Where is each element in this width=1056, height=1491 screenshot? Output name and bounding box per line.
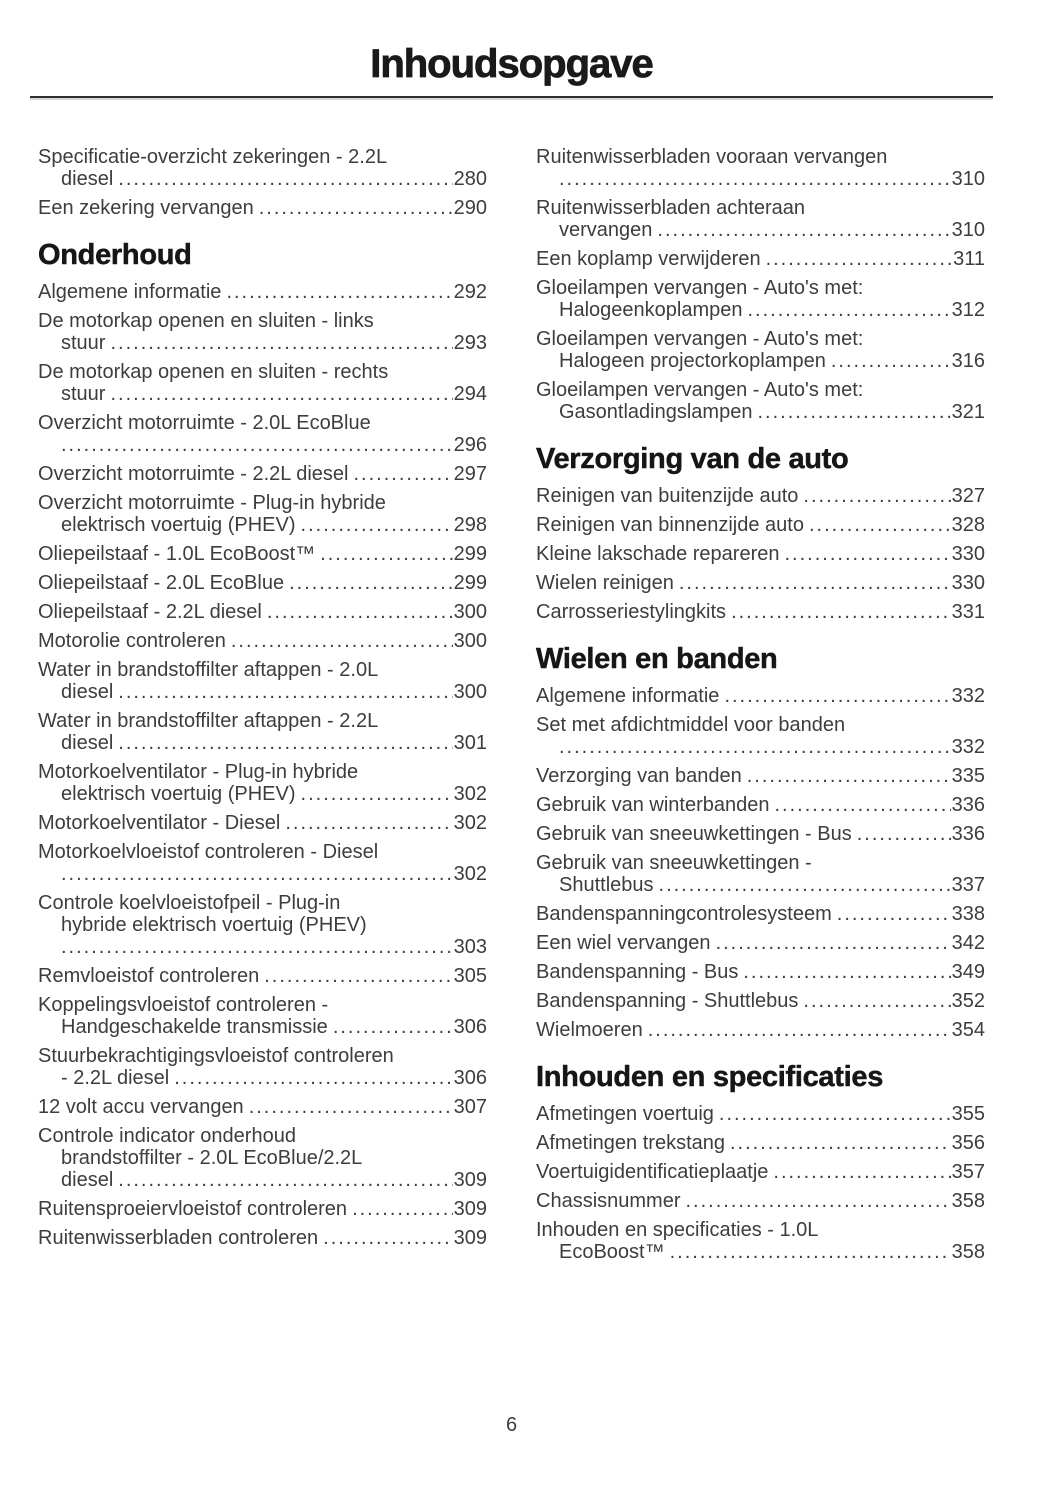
toc-entry-page-number: 309 (453, 1198, 487, 1220)
dot-leader (747, 299, 950, 321)
dot-leader (857, 823, 951, 845)
toc-entry-leader-line (38, 1067, 487, 1089)
toc-entry (38, 572, 487, 594)
toc-entry-label: Een koplamp verwijderen (536, 248, 761, 270)
dot-leader (766, 248, 953, 270)
toc-entry-page-number: 332 (951, 685, 985, 707)
toc-entry (38, 197, 487, 219)
toc-entry-label: Oliepeilstaaf - 1.0L EcoBoost™ (38, 543, 316, 565)
toc-entry-label: Gasontladingslampen (559, 401, 753, 423)
toc-entry (38, 1045, 487, 1089)
toc-entry-line: Motorkoelvloeistof controleren - Diesel (38, 841, 379, 863)
dot-leader (301, 783, 453, 805)
dot-leader (226, 281, 452, 303)
dot-leader (259, 197, 453, 219)
toc-entry-page-number: 321 (951, 401, 985, 423)
toc-entry (536, 601, 985, 623)
toc-entry (38, 994, 487, 1038)
toc-entry (38, 761, 487, 805)
toc-entry-page-number: 294 (453, 383, 487, 405)
dot-leader (785, 543, 951, 565)
toc-entry-leader-line (536, 543, 985, 565)
toc-entry-label: Bandenspanning - Bus (536, 961, 739, 983)
dot-leader (747, 765, 951, 787)
toc-entry-leader-line (38, 463, 487, 485)
toc-entry (536, 328, 985, 372)
toc-entry (536, 485, 985, 507)
section-header: Wielen en banden (536, 643, 778, 675)
toc-entry-line: Gloeilampen vervangen - Auto's met: (536, 328, 864, 350)
toc-entry (536, 903, 985, 925)
toc-entry (38, 812, 487, 834)
toc-entry-leader-line (536, 736, 985, 758)
toc-entry-page-number: 316 (951, 350, 985, 372)
toc-entry-page-number: 298 (453, 514, 487, 536)
dot-leader (249, 1096, 453, 1118)
toc-entry-leader-line (38, 543, 487, 565)
toc-entry-leader-line (536, 485, 985, 507)
toc-entry-leader-line (536, 299, 985, 321)
dot-leader (289, 572, 453, 594)
toc-entry-line: hybride elektrisch voertuig (PHEV) (61, 914, 367, 936)
toc-entry-page-number: 354 (951, 1019, 985, 1041)
toc-entry-page-number: 303 (453, 936, 487, 958)
toc-entry-leader-line (536, 1241, 985, 1263)
toc-entry-line: Ruitenwisserbladen vooraan vervangen (536, 146, 888, 168)
toc-entry (536, 248, 985, 270)
toc-entry-label: Afmetingen voertuig (536, 1103, 714, 1125)
page-number: 6 (505, 1414, 518, 1436)
toc-entry-leader-line (536, 1190, 985, 1212)
dot-leader (731, 601, 951, 623)
toc-entry-line: Controle koelvloeistofpeil - Plug-in (38, 892, 341, 914)
dot-leader (118, 1169, 452, 1191)
dot-leader (716, 932, 951, 954)
toc-entry-label: Halogeen projectorkoplampen (559, 350, 826, 372)
toc-entry-page-number: 330 (951, 543, 985, 565)
toc-entry-leader-line (536, 168, 985, 190)
toc-entry-page-number: 306 (453, 1016, 487, 1038)
toc-entry-line: brandstoffilter - 2.0L EcoBlue/2.2L (61, 1147, 363, 1169)
dot-leader (333, 1016, 453, 1038)
toc-entry-label: Wielen reinigen (536, 572, 674, 594)
dot-leader (679, 572, 951, 594)
toc-entry-page-number: 301 (453, 732, 487, 754)
toc-entry-leader-line (38, 281, 487, 303)
toc-column-right (536, 146, 985, 1270)
toc-entry-leader-line (38, 965, 487, 987)
toc-entry-line: De motorkap openen en sluiten - rechts (38, 361, 389, 383)
dot-leader (61, 936, 453, 958)
toc-entry-page-number: 357 (951, 1161, 985, 1183)
dot-leader (267, 601, 453, 623)
toc-entry-label: Halogeenkoplampen (559, 299, 743, 321)
toc-entry-label: Shuttlebus (559, 874, 654, 896)
toc-entry-page-number: 302 (453, 812, 487, 834)
toc-entry-page-number: 335 (951, 765, 985, 787)
toc-entry-label: Een zekering vervangen (38, 197, 254, 219)
toc-entry (38, 659, 487, 703)
toc-entry-page-number: 306 (453, 1067, 487, 1089)
toc-entry-leader-line (536, 1103, 985, 1125)
toc-entry (536, 146, 985, 190)
toc-entry-label: Ruitenwisserbladen controleren (38, 1227, 319, 1249)
toc-entry-page-number: 310 (951, 168, 985, 190)
toc-entry (38, 463, 487, 485)
toc-entry-leader-line (536, 401, 985, 423)
toc-entry-leader-line (536, 961, 985, 983)
dot-leader (174, 1067, 452, 1089)
toc-entry-label: - 2.2L diesel (61, 1067, 170, 1089)
toc-entry-page-number: 307 (453, 1096, 487, 1118)
dot-leader (670, 1241, 951, 1263)
toc-entry-label: Motorolie controleren (38, 630, 226, 652)
toc-entry-leader-line (536, 794, 985, 816)
toc-entry-label: Voertuigidentificatieplaatje (536, 1161, 769, 1183)
toc-entry-leader-line (38, 514, 487, 536)
dot-leader (323, 1227, 452, 1249)
toc-entry-line: Water in brandstoffilter aftappen - 2.2L (38, 710, 379, 732)
toc-entry (536, 379, 985, 423)
toc-entry-line: Specificatie-overzicht zekeringen - 2.2L (38, 146, 388, 168)
toc-entry-leader-line (536, 990, 985, 1012)
toc-entry (38, 543, 487, 565)
toc-entry (38, 146, 487, 190)
dot-leader (110, 383, 452, 405)
toc-entry-page-number: 331 (951, 601, 985, 623)
toc-entry-label: Remvloeistof controleren (38, 965, 260, 987)
toc-entry-label: Gebruik van winterbanden (536, 794, 770, 816)
toc-entry-page-number: 330 (951, 572, 985, 594)
toc-entry-page-number: 355 (951, 1103, 985, 1125)
toc-entry-leader-line (38, 732, 487, 754)
toc-entry-line: Ruitenwisserbladen achteraan (536, 197, 806, 219)
toc-entry (38, 1198, 487, 1220)
dot-leader (353, 463, 452, 485)
toc-entry-label: Motorkoelventilator - Diesel (38, 812, 281, 834)
toc-entry-line: Inhouden en specificaties - 1.0L (536, 1219, 819, 1241)
toc-entry-leader-line (536, 685, 985, 707)
toc-entry-page-number: 293 (453, 332, 487, 354)
toc-entry (536, 572, 985, 594)
dot-leader (774, 794, 950, 816)
page-header (0, 42, 1056, 98)
dot-leader (231, 630, 453, 652)
toc-entry (536, 765, 985, 787)
toc-entry-leader-line (38, 630, 487, 652)
toc-entry-label: Wielmoeren (536, 1019, 643, 1041)
toc-entry-label: stuur (61, 383, 106, 405)
toc-entry-leader-line (536, 874, 985, 896)
toc-entry-page-number: 349 (951, 961, 985, 983)
toc-entry-label: elektrisch voertuig (PHEV) (61, 783, 296, 805)
toc-entry-leader-line (38, 383, 487, 405)
toc-entry (536, 932, 985, 954)
toc-entry-page-number: 299 (453, 572, 487, 594)
toc-entry-page-number: 327 (951, 485, 985, 507)
dot-leader (659, 874, 951, 896)
toc-entry (38, 630, 487, 652)
toc-entry-page-number: 328 (951, 514, 985, 536)
toc-entry-label: Reinigen van binnenzijde auto (536, 514, 804, 536)
dot-leader (61, 863, 453, 885)
dot-leader (773, 1161, 950, 1183)
toc-entry (536, 1161, 985, 1183)
toc-entry-page-number: 300 (453, 601, 487, 623)
dot-leader (831, 350, 951, 372)
toc-entry-page-number: 358 (951, 1190, 985, 1212)
toc-entry-leader-line (536, 601, 985, 623)
toc-entry-label: Verzorging van banden (536, 765, 742, 787)
toc-entry-label: EcoBoost™ (559, 1241, 665, 1263)
toc-entry (38, 281, 487, 303)
toc-entry-line: Controle indicator onderhoud (38, 1125, 296, 1147)
toc-entry-leader-line (38, 936, 487, 958)
dot-leader (685, 1190, 950, 1212)
dot-leader (657, 219, 950, 241)
toc-entry (536, 823, 985, 845)
toc-entry-leader-line (38, 1227, 487, 1249)
toc-entry (536, 197, 985, 241)
toc-entry-leader-line (38, 168, 487, 190)
toc-entry-leader-line (38, 1096, 487, 1118)
toc-entry-leader-line (38, 434, 487, 456)
dot-leader (803, 990, 950, 1012)
toc-entry-page-number: 300 (453, 681, 487, 703)
dot-leader (757, 401, 950, 423)
toc-entry-leader-line (38, 332, 487, 354)
toc-entry (536, 1219, 985, 1263)
toc-columns (0, 98, 1056, 1270)
toc-entry-page-number: 310 (951, 219, 985, 241)
dot-leader (110, 332, 452, 354)
dot-leader (118, 732, 452, 754)
toc-entry-label: Algemene informatie (536, 685, 720, 707)
toc-entry (536, 1019, 985, 1041)
dot-leader (719, 1103, 951, 1125)
toc-entry (536, 794, 985, 816)
toc-entry-label: diesel (61, 732, 114, 754)
toc-entry-leader-line (536, 765, 985, 787)
toc-entry (38, 601, 487, 623)
toc-entry (536, 1103, 985, 1125)
toc-entry-page-number: 280 (453, 168, 487, 190)
toc-entry-leader-line (38, 783, 487, 805)
section-header: Inhouden en specificaties (536, 1061, 884, 1093)
toc-entry-label: diesel (61, 681, 114, 703)
dot-leader (559, 168, 951, 190)
toc-entry-leader-line (38, 572, 487, 594)
toc-entry-line: Gebruik van sneeuwkettingen - (536, 852, 812, 874)
toc-entry (38, 310, 487, 354)
toc-entry-leader-line (536, 823, 985, 845)
toc-entry-leader-line (38, 863, 487, 885)
toc-entry-page-number: 290 (453, 197, 487, 219)
dot-leader (118, 681, 452, 703)
toc-entry (536, 543, 985, 565)
toc-entry-leader-line (38, 601, 487, 623)
toc-entry (38, 841, 487, 885)
toc-entry-leader-line (536, 248, 985, 270)
toc-entry (38, 1227, 487, 1249)
toc-entry-label: Carrosseriestylingkits (536, 601, 727, 623)
section-header: Onderhoud (38, 239, 192, 271)
toc-entry-leader-line (536, 1019, 985, 1041)
toc-entry (536, 714, 985, 758)
dot-leader (264, 965, 452, 987)
manual-toc-page (0, 42, 1056, 1436)
toc-entry-leader-line (536, 350, 985, 372)
toc-entry-leader-line (38, 197, 487, 219)
toc-entry (38, 492, 487, 536)
toc-entry (536, 685, 985, 707)
toc-entry-leader-line (38, 681, 487, 703)
toc-entry (536, 961, 985, 983)
toc-entry-page-number: 292 (453, 281, 487, 303)
toc-entry-leader-line (536, 1132, 985, 1154)
toc-entry-leader-line (38, 1198, 487, 1220)
toc-entry-page-number: 337 (951, 874, 985, 896)
toc-entry-line: Overzicht motorruimte - 2.0L EcoBlue (38, 412, 371, 434)
toc-entry (536, 990, 985, 1012)
page-title: Inhoudsopgave (370, 42, 653, 86)
toc-entry-label: Oliepeilstaaf - 2.2L diesel (38, 601, 262, 623)
dot-leader (803, 485, 950, 507)
toc-entry-leader-line (38, 812, 487, 834)
toc-entry (38, 361, 487, 405)
toc-entry (536, 1190, 985, 1212)
toc-entry-label: Gebruik van sneeuwkettingen - Bus (536, 823, 852, 845)
dot-leader (559, 736, 951, 758)
toc-entry-line: De motorkap openen en sluiten - links (38, 310, 374, 332)
toc-entry-leader-line (38, 1169, 487, 1191)
toc-entry (536, 852, 985, 896)
toc-entry-leader-line (38, 1016, 487, 1038)
toc-entry-label: Ruitensproeiervloeistof controleren (38, 1198, 348, 1220)
dot-leader (301, 514, 453, 536)
toc-entry-label: Chassisnummer (536, 1190, 681, 1212)
dot-leader (837, 903, 951, 925)
toc-entry-label: Bandenspanning - Shuttlebus (536, 990, 799, 1012)
toc-entry-page-number: 299 (453, 543, 487, 565)
toc-entry-page-number: 312 (951, 299, 985, 321)
toc-entry (38, 1096, 487, 1118)
toc-entry-label: vervangen (559, 219, 653, 241)
toc-entry-line: Motorkoelventilator - Plug-in hybride (38, 761, 359, 783)
toc-entry-page-number: 352 (951, 990, 985, 1012)
toc-entry-label: diesel (61, 1169, 114, 1191)
toc-entry-page-number: 309 (453, 1227, 487, 1249)
toc-entry-page-number: 302 (453, 863, 487, 885)
toc-entry-page-number: 305 (453, 965, 487, 987)
toc-entry-page-number: 297 (453, 463, 487, 485)
toc-entry-label: elektrisch voertuig (PHEV) (61, 514, 296, 536)
toc-entry-label: diesel (61, 168, 114, 190)
toc-entry-label: Kleine lakschade repareren (536, 543, 780, 565)
dot-leader (809, 514, 951, 536)
toc-entry-page-number: 300 (453, 630, 487, 652)
toc-entry-page-number: 338 (951, 903, 985, 925)
toc-entry (38, 710, 487, 754)
dot-leader (352, 1198, 453, 1220)
toc-entry-label: Reinigen van buitenzijde auto (536, 485, 799, 507)
toc-entry-leader-line (536, 219, 985, 241)
dot-leader (743, 961, 950, 983)
toc-entry-leader-line (536, 514, 985, 536)
toc-entry-line: Gloeilampen vervangen - Auto's met: (536, 379, 864, 401)
toc-entry-page-number: 336 (951, 823, 985, 845)
toc-entry (38, 1125, 487, 1191)
toc-entry-line: Set met afdichtmiddel voor banden (536, 714, 846, 736)
toc-entry-label: 12 volt accu vervangen (38, 1096, 244, 1118)
toc-entry-line: Water in brandstoffilter aftappen - 2.0L (38, 659, 379, 681)
toc-entry (38, 892, 487, 958)
toc-entry-page-number: 309 (453, 1169, 487, 1191)
toc-entry-label: Een wiel vervangen (536, 932, 711, 954)
dot-leader (285, 812, 452, 834)
toc-entry-page-number: 342 (951, 932, 985, 954)
toc-entry (536, 1132, 985, 1154)
toc-entry-page-number: 336 (951, 794, 985, 816)
toc-entry-line: Stuurbekrachtigingsvloeistof controleren (38, 1045, 394, 1067)
toc-entry-label: Bandenspanningcontrolesysteem (536, 903, 832, 925)
toc-entry-leader-line (536, 1161, 985, 1183)
toc-entry-line: Koppelingsvloeistof controleren - (38, 994, 329, 1016)
toc-entry (38, 412, 487, 456)
toc-entry (536, 514, 985, 536)
toc-entry-page-number: 332 (951, 736, 985, 758)
toc-entry-leader-line (536, 572, 985, 594)
toc-entry-label: Algemene informatie (38, 281, 222, 303)
toc-entry-line: Overzicht motorruimte - Plug-in hybride (38, 492, 386, 514)
toc-entry-page-number: 356 (951, 1132, 985, 1154)
toc-entry (38, 965, 487, 987)
toc-entry-label: Overzicht motorruimte - 2.2L diesel (38, 463, 349, 485)
toc-entry (536, 277, 985, 321)
toc-entry-label: Oliepeilstaaf - 2.0L EcoBlue (38, 572, 285, 594)
dot-leader (320, 543, 452, 565)
dot-leader (118, 168, 452, 190)
toc-entry-page-number: 302 (453, 783, 487, 805)
toc-entry-page-number: 358 (951, 1241, 985, 1263)
dot-leader (61, 434, 453, 456)
dot-leader (648, 1019, 951, 1041)
toc-entry-leader-line (536, 903, 985, 925)
toc-entry-page-number: 311 (953, 248, 985, 270)
toc-entry-line: Gloeilampen vervangen - Auto's met: (536, 277, 864, 299)
toc-entry-leader-line (536, 932, 985, 954)
section-header: Verzorging van de auto (536, 443, 849, 475)
toc-column-left (38, 146, 487, 1270)
toc-entry-label: Afmetingen trekstang (536, 1132, 725, 1154)
toc-entry-label: Handgeschakelde transmissie (61, 1016, 328, 1038)
toc-entry-label: stuur (61, 332, 106, 354)
dot-leader (724, 685, 950, 707)
toc-entry-page-number: 296 (453, 434, 487, 456)
dot-leader (730, 1132, 951, 1154)
